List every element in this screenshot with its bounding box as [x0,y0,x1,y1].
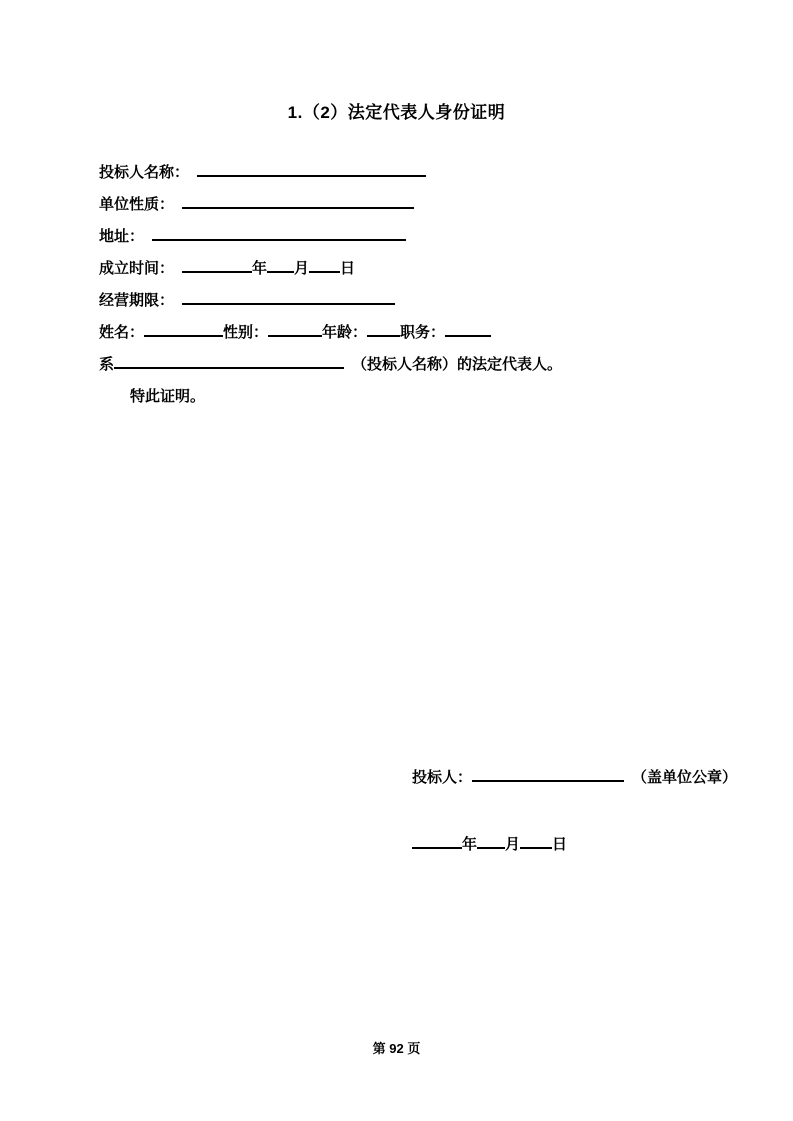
position-label: 职务： [400,324,446,341]
page-title: 1.（2）法定代表人身份证明 [287,103,506,122]
page-footer [0,1038,793,1057]
blank-line [309,260,340,273]
blank-line [182,292,395,305]
field-address [99,221,562,253]
date-month-label: 月 [505,836,521,853]
address-label: 地址： [99,228,145,245]
page-number: 第 92 页 [372,1041,421,1056]
field-business-term [99,285,562,317]
field-unit-nature [99,189,562,221]
relation-suffix: （投标人名称）的法定代表人。 [352,356,563,373]
form-body [99,157,562,413]
blank-line [152,228,406,241]
blank-line [268,324,322,337]
field-person-info [99,317,562,349]
day-label: 日 [340,260,356,277]
blank-line [267,260,294,273]
field-relation [99,349,562,381]
blank-line [445,324,491,337]
bidder-name-label: 投标人名称： [99,164,190,181]
blank-line [197,164,426,177]
name-label: 姓名： [99,324,145,341]
gender-label: 性别： [223,324,269,341]
relation-prefix: 系 [99,356,115,373]
date-line [412,833,567,854]
blank-line [477,836,505,849]
unit-nature-label: 单位性质： [99,196,175,213]
date-year-label: 年 [462,836,478,853]
blank-line [182,196,414,209]
blank-line [412,836,462,849]
blank-line [114,356,344,369]
age-label: 年龄： [322,324,368,341]
blank-line [520,836,552,849]
signature-line [412,766,737,787]
year-label: 年 [252,260,268,277]
signature-bidder-label: 投标人： [412,769,473,786]
date-day-label: 日 [552,836,568,853]
business-term-label: 经营期限： [99,292,175,309]
hereby-certify-line: 特此证明。 [130,388,206,405]
establish-time-label: 成立时间： [99,260,175,277]
blank-line [182,260,252,273]
blank-line [367,324,400,337]
blank-line [144,324,223,337]
field-bidder-name [99,157,562,189]
month-label: 月 [294,260,310,277]
blank-line [472,769,624,782]
seal-note: （盖单位公章） [632,769,738,786]
field-establish-time [99,253,562,285]
